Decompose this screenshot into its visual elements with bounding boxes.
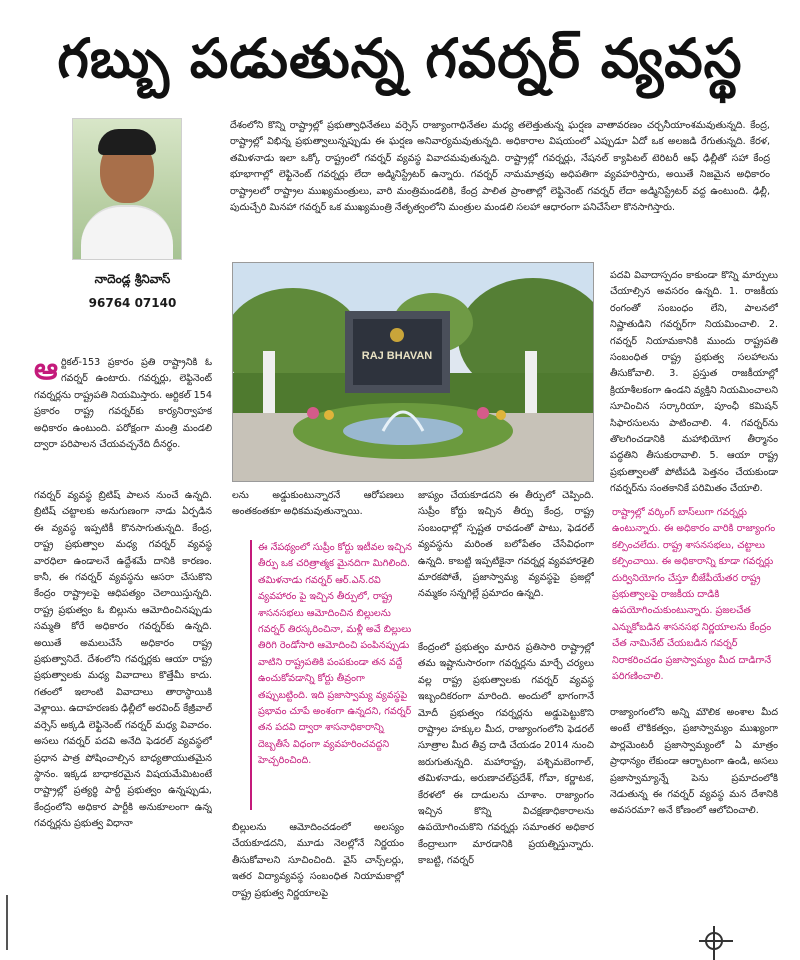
author-photo-hair <box>98 129 156 155</box>
article-column-d1: పదవి వివాదాస్పదం కాకుండా కొన్ని మార్పులు చేయాల్సిన అవసరం ఉన్నది. 1. రాజకీయ రంగంతో సంబంధం లేని, పాలనలో నిష్ణాతుడిని గవర్నర్‌గా నియమించాలి. 2. గవర్నర్ నియామకానికి ముందు రాష్ట్రపతి సంబంధిత రాష్ట్ర ప్రభుత్వ సలహాలను తీసుకోవాలి. 3. ప్రస్తుత రాజకీయాల్లో క్రియాశీలకంగా ఉండని వ్యక్తిని నియమించాలని సూచించిన సర్కారియా, పూంఛీ కమిషన్ సిఫారసులను పాటించాలి. 4. గవర్నర్‌ను తొలగించడానికి మహాభియోగ తీర్మానం పద్ధతిని తీసుకురావాలి. 5. ఆయా రాష్ట్ర ప్రభుత్వాలతో పోటీపడి పెత్తనం చేయకుండా గవర్నర్‌ను సంతకానికే పరిమితం చేయాలి. <box>610 270 778 495</box>
crop-mark <box>6 895 8 950</box>
article-column-c1: జాప్యం చేయకూడదని ఈ తీర్పులో చెప్పింది. సుప్రీం కోర్టు ఇచ్చిన తీర్పు కేంద్ర, రాష్ట్ర సంబంధాల్లో స్పష్టత రావడంతో పాటు, ఫెడరల్ వ్యవస్థను మరింత బలోపేతం చేసేవిధంగా ఉన్నది. కాబట్టి ఇప్పటికైనా గవర్నర్ల వ్యవహారశైలి మారకపోతే, ప్రజాస్వామ్య వ్యవస్థపై ప్రజల్లో నమ్మకం సన్నగిల్లే ప్రమాదం ఉన్నది. <box>418 490 594 600</box>
pull-quote-governors: రాష్ట్రాల్లో వర్కింగ్ బాస్‌లుగా గవర్నర్లు ఉంటున్నారు. ఈ అధికారం వారికి రాజ్యాంగం కల్పించలేదు. రాష్ట్ర శాసనసభలు, చట్టాలు కల్పించాయి. ఈ అధికారాన్ని కూడా గవర్నర్లు దుర్వినియోగం చేస్తూ బీజేపీయేతర రాష్ట్ర ప్రభుత్వాలపై రాజకీయ దాడికి ఉపయోగించుకుంటున్నారు. ప్రజలచేత ఎన్నుకోబడిన శాసనసభ నిర్ణయాలను కేంద్రం చేత నామినేట్ చేయబడిన గవర్నర్ నిరాకరించడం ప్రజాస్వామ్యం మీద దాడిగానే పరిగణించాలి. <box>612 507 776 683</box>
article-column-b3: బిల్లులను ఆమోదించడంలో అలస్యం చేయకూడదని, మూడు నెలల్లోనే నిర్ణయం తీసుకోవాలని సూచించింది. వైస్ చాన్స్‌లర్లు, ఇతర విద్యావ్యవస్థ సంబంధిత నియామకాల్లో రాష్ట్ర ప్రభుత్వ నిర్ణయాలపై <box>232 822 404 899</box>
author-photo <box>72 118 182 260</box>
article-column-a1-text: ర్టికల్-153 ప్రకారం ప్రతి రాష్ట్రానికి ఓ గవర్నర్ ఉంటారు. గవర్నర్లు, లెఫ్టినెంట్ గవర్నర్లను రాష్ట్రపతి నియమిస్తారు. ఆర్టికల్ 154 ప్రకారం రాష్ట్ర గవర్నర్‌కు కార్యనిర్వాహక అధికారం ఉంటుంది. పరోక్షంగా మంత్రి మండలి ద్వారా పరిపాలన చేయవచ్చనేది దీనర్థం. <box>34 357 212 451</box>
registration-mark-icon <box>705 932 723 950</box>
raj-bhavan-photo <box>232 262 594 482</box>
article-column-a2: గవర్నర్ వ్యవస్థ బ్రిటిష్ పాలన నుంచే ఉన్నది. బ్రిటిష్ చట్టాలకు అనుగుణంగా నాడు ఏర్పడిన ఈ వ్యవస్థ ఇప్పటికీ కొనసాగుతున్నది. కేంద్ర, రాష్ట్ర ప్రభుత్వాల మధ్య గవర్నర్ వ్యవస్థ వారధిలా ఉండాలనే ఉద్దేశమే దానికి కారణం. కానీ, ఈ గవర్నర్ వ్యవస్థను ఆసరా చేసుకొని కేంద్రం రాష్ట్రాలపై ఆధిపత్యం చెలాయిస్తున్నది. రాష్ట్ర ప్రభుత్వం ఓ బిల్లును ఆమోదించినప్పుడు సమ్మతి కోరే అధికారం గవర్నర్‌కు ఉన్నది. అయితే అమలుచేసే అధికారం రాష్ట్ర ప్రభుత్వానిదే. దేశంలోని గవర్నర్లకు ఆయా రాష్ట్ర ప్రభుత్వాలకు మధ్య వివాదాలు కొత్తేమీ కాదు. గతంలో ఇలాంటి వివాదాలు తారాస్థాయికి వెళ్లాయి. ఉదాహరణకు ఢిల్లీలో అరవింద్ కేజ్రీవాల్ వర్సెస్ అక్కడి లెఫ్టినెంట్ గవర్నర్ మధ్య వివాదం. అసలు గవర్నర్ పదవి అనేది ఫెడరల్ వ్యవస్థలో ప్రధాన పాత్ర పోషించాల్సిన బాధ్యతాయుతమైన స్థానం. ఇక్కడ బాధాకరమైన విషయమేమిటంటే రాష్ట్రాల్లో ప్రత్యర్థి పార్టీ ప్రభుత్వం ఉన్నప్పుడు, కేంద్రంలోని అధికార పార్టీకి అనుకూలంగా ఉన్న గవర్నర్లను ప్రభుత్వ విధానా <box>34 490 212 830</box>
intro-paragraph: దేశంలోని కొన్ని రాష్ట్రాల్లో ప్రభుత్వాధినేతలు వర్సెస్ రాజ్యాంగాధినేతల మధ్య తలెత్తుతున్న ఘర్షణ వాతావరణం చర్చనీయాంశమవుతున్నది. కేంద్ర, రాష్ట్రాల్లో విభిన్న ప్రభుత్వాలున్నప్పుడు ఈ ఘర్షణ అనివార్యమవుతున్నది. అధికారాల విషయంలో ఎప్పుడూ ఏదో ఒక అలజడి రేగుతున్నది. కేరళ, తమిళనాడు ఇలా ఒక్కో రాష్ట్రంలో గవర్నర్ వ్యవస్థ వివాదమవుతున్నది. రాష్ట్రాల్లో గవర్నర్లు, నేషనల్ క్యాపిటల్ టెరిటరీ ఆఫ్ ఢిల్లీతో సహా కేంద్ర భూభాగాల్లో లెఫ్టినెంట్ గవర్నర్లు లేదా అడ్మినిస్ట్రేటర్ ఉన్నారు. గవర్నర్ నామమాత్రపు అధిపతిగా వ్యవహరిస్తారు, అయితే నిజమైన అధికారం రాష్ట్రాలలో రాష్ట్రాల ముఖ్యమంత్రులు, వారి మంత్రిమండలికి, కేంద్ర పాలిత ప్రాంతాల్లో లెఫ్టినెంట్ గవర్నర్ లేదా అడ్మినిస్ట్రేటర్ వద్ద ఉంటుంది. ఢిల్లీ, పుదుచ్చేరి మినహా గవర్నర్ ఒక ముఖ్యమంత్రి నేతృత్వంలోని మంత్రుల మండలి సలహా ఆధారంగా పనిచేసేలా కొనసాగిస్తారు. <box>230 120 770 214</box>
article-column-a1 <box>34 355 212 475</box>
article-column-d3: రాజ్యాంగంలోని అన్ని మౌలిక అంశాల మీద అంటే లౌకికత్వం, ప్రజాస్వామ్యం ముఖ్యంగా పార్లమెంటరీ ప్రజాస్వామ్యంలో ఏ మాత్రం ప్రాధాన్యం లేకుండా ఆర్భాటంగా ఉండి, అసలు ప్రజాస్వామ్యాన్నే పెను ప్రమాదంలోకి నెడుతున్న ఈ గవర్నర్ వ్యవస్థ మన దేశానికి అవసరమా? అనే కోణంలో ఆలోచించాలి. <box>610 707 778 817</box>
headline: గబ్బు పడుతున్న గవర్నర్ వ్యవస్థ <box>57 26 743 90</box>
raj-bhavan-sign: RAJ BHAVAN <box>361 350 433 362</box>
pull-quote-supreme-court: ఈ నేపథ్యంలో సుప్రీం కోర్టు ఇటీవల ఇచ్చిన తీర్పు ఒక చరిత్రాత్మక మైనదిగా మిగిలింది. తమిళనాడు గవర్నర్ ఆర్.ఎన్.రవి వ్యవహారం పై ఇచ్చిన తీర్పులో, రాష్ట్ర శాసనసభలు ఆమోదించిన బిల్లులను గవర్నర్ తిరస్కరించినా, మళ్లీ అవే బిల్లులు తిరిగి రెండోసారి ఆమోదించి పంపినప్పుడు వాటిని రాష్ట్రపతికి పంపకుండా తన వద్దే ఉంచుకోవడాన్ని కోర్టు తీవ్రంగా తప్పుబట్టింది. ఇది ప్రజాస్వామ్య వ్యవస్థపై ప్రభావం చూపే అంశంగా ఉన్నదని, గవర్నర్ తన పదవి ద్వారా శాసనాధికారాన్ని దెబ్బతీసే విధంగా వ్యవహరించవద్దని హెచ్చరించింది. <box>250 540 414 810</box>
author-phone: 96764 07140 <box>88 296 177 310</box>
raj-bhavan-illustration <box>233 263 593 481</box>
drop-cap: ఆ <box>34 355 58 387</box>
article-column-b1: లను అడ్డుకుంటున్నారనే ఆరోపణలు అంతకంతకూ అధికమవుతున్నాయి. <box>232 490 404 518</box>
author-name: నాదెండ్ల శ్రీనివాస్ <box>94 272 171 286</box>
article-column-c2: కేంద్రంలో ప్రభుత్వం మారిన ప్రతిసారి రాష్ట్రాల్లో తమ ఇష్టానుసారంగా గవర్నర్లను మార్చే చర్యలు వల్ల రాష్ట్ర ప్రభుత్వాలకు గవర్నర్ వ్యవస్థ ఇబ్బందికరంగా మారింది. అందులో భాగంగానే మోదీ ప్రభుత్వం గవర్నర్లను అడ్డుపెట్టుకొని రాష్ట్రాల హక్కుల మీద, రాజ్యాంగంలోని ఫెడరల్ సూత్రాల మీద తీవ్ర దాడి చేయడం 2014 నుంచి జరుగుతున్నది. మహారాష్ట్ర, పశ్చిమబెంగాల్, తమిళనాడు, అరుణాచల్‌ప్రదేశ్, గోవా, కర్ణాటక, కేరళలో ఈ దాడులను చూశాం. రాజ్యాంగం ఇచ్చిన కొన్ని విచక్షణాధికారాలను ఉపయోగించుకొని గవర్నర్లు సమాంతర అధికార కేంద్రాలుగా మారడానికి ప్రయత్నిస్తున్నారు. కాబట్టి, గవర్నర్ <box>418 642 594 867</box>
author-photo-shirt <box>81 205 173 260</box>
